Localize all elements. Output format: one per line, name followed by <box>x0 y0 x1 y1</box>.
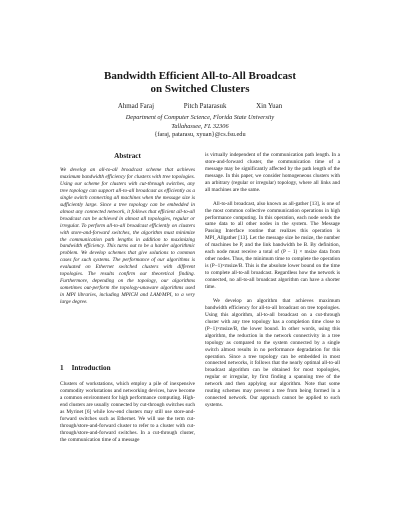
author-name: Ahmad Faraj <box>117 103 155 110</box>
affiliation-block <box>0 114 400 140</box>
abstract-section <box>60 152 195 306</box>
section-title: Introduction <box>71 364 111 372</box>
affiliation-city: Tallahassee, FL 32306 <box>171 122 229 130</box>
affiliation-department: Department of Computer Science, Florida State University <box>125 114 275 121</box>
section-number: 1 <box>60 364 64 372</box>
right-column <box>205 152 340 416</box>
paper-title <box>0 70 400 96</box>
title-line-1: Bandwidth Efficient All-to-All Broadcast <box>103 70 296 82</box>
body-paragraph: All-to-all broadcast, also known as all-gather [13], is one of the most common collective communication operations in high performance computing. In this operation, each node sends the same data to all other nodes in the system. The Message Passing Interface routine that realizes this operation is MPI_Allgather [13]. Let the message size be msize, the number of machines be P, and the link bandwidth be B. By definition, each node must receive a total of (P − 1) × msize data from other nodes. Thus, the minimum time to complete the operation is (P−1)×msize/B. This is the absolute lower bound on the time to complete all-to-all broadcast. Regardless how the network is connected, no all-to-all broadcast algorithm can have a shorter time. <box>205 200 340 291</box>
body-paragraph: We develop an algorithm that achieves maximum bandwidth efficiency for all-to-all broadcast on tree topologies. Using this algorithm, all-to-all broadcast on a cut-through cluster with any tree topology has a completion time close to (P−1)×msize/B, the lower bound. In other words, using this algorithm, the reduction in the network connectivity in a tree topology as compared to the system connected by a single switch almost results in no performance degradation for this operation. Since a tree topology can be embedded in most connected networks, it follows that the nearly optimal all-to-all broadcast algorithm can be obtained for most topologies, regular or irregular, by first finding a spanning tree of the network and then applying our algorithm. Note that some routing schemes may prevent a tree from being formed in a connected network. Our approach cannot be applied to such systems. <box>205 297 340 409</box>
author-name: Xin Yuan <box>256 103 283 110</box>
abstract-heading: Abstract <box>114 152 141 160</box>
body-paragraph: is virtually independent of the communication path length. In a store-and-forward cluster, the communication time of a message may be significantly affected by the path length of the message. In this paper, we consider homogeneous clusters with an arbitrary (regular or irregular) topology, where all links and all machines are the same. <box>205 152 340 193</box>
abstract-text: We develop an all-to-all broadcast scheme that achieves maximum bandwidth efficiency for clusters with tree topologies. Using our scheme for clusters with cut-through switches, any tree topology can support all-to-all broadcast as efficiently as a single switch connecting all machines when the message size is sufficiently large. Since a tree topology can be embedded in almost any connected network, it follows that efficient all-to-all broadcast can be achieved in almost all topologies, regular or irregular. To perform all-to-all broadcast efficiently on clusters with store-and-forward switches, the algorithm must minimize the communication path lengths in addition to maximizing bandwidth efficiency. This turns out to be a harder algorithmic problem. We develop schemes that give solutions to common cases for such systems. The performance of our algorithms is evaluated on Ethernet switched clusters with different topologies. The results confirm our theoretical finding. Furthermore, depending on the topology, our algorithms sometimes out-perform the topology-unaware algorithms used in MPI libraries, including MPICH and LAM/MPI, to a very large degree. <box>60 167 195 306</box>
affiliation-email: {faraj, patarasu, xyuan}@cs.fsu.edu <box>154 131 246 139</box>
introduction-paragraph: Clusters of workstations, which employ a pile of inexpensive commodity workstations and networking devices, have become a common environment for high performance computing. High-end clusters are usually connected by cut-through switches such as Myrinet [6] while low-end clusters may still use store-and-forward switches such as Ethernet. We will use the term cut-through/store-and-forward cluster to refer to a cluster with cut-through/store-and-forward switches. In a cut-through cluster, the communication time of a message <box>60 381 195 443</box>
title-line-2: on Switched Clusters <box>150 83 250 95</box>
introduction-heading <box>60 364 195 372</box>
author-name: Pitch Patarasuk <box>183 103 227 110</box>
author-list <box>0 103 400 110</box>
